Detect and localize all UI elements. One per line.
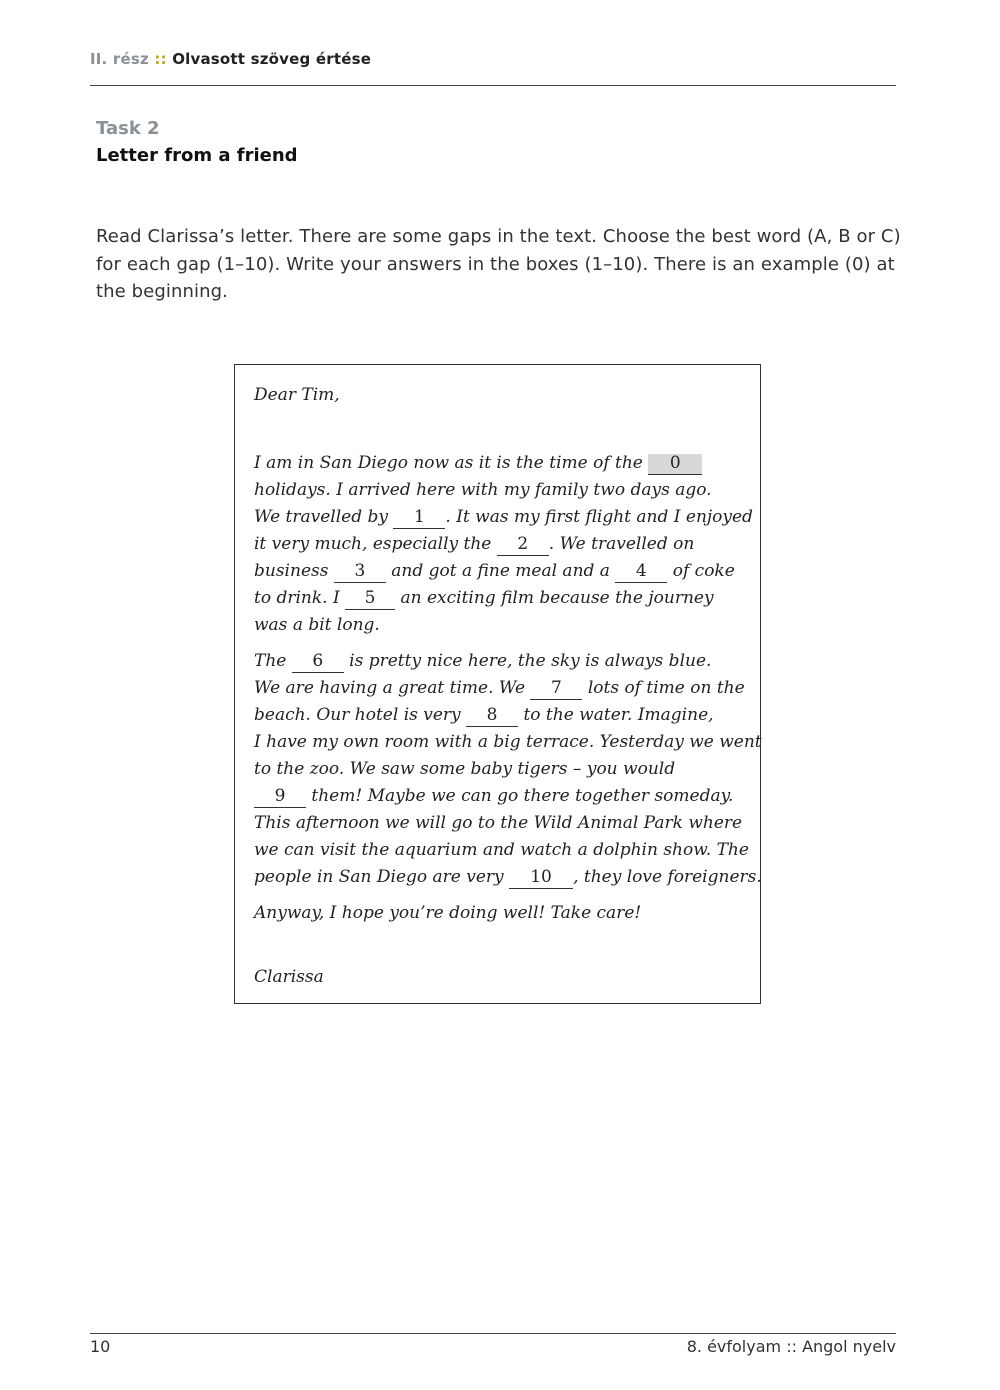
gap-10: 10 <box>509 868 573 889</box>
letter-line: I have my own room with a big terrace. Yesterday we went <box>254 732 762 752</box>
letter-line: it very much, especially the 2 . We travelled on <box>254 534 695 554</box>
section-part: II. rész <box>90 50 149 68</box>
instructions: Read Clarissa’s letter. There are some gaps in the text. Choose the best word (A, B or C) for each gap (1–10). Write your answers in the boxes (1–10). There is an example (0) at the beginning. <box>96 226 901 302</box>
section-title: Olvasott szöveg értése <box>172 50 372 68</box>
gap-example: 0 <box>648 454 702 475</box>
letter-line: holidays. I arrived here with my family two days ago. <box>254 480 712 500</box>
page-number: 10 <box>90 1337 111 1356</box>
letter-box <box>234 364 761 1004</box>
letter-line: This afternoon we will go to the Wild Animal Park where <box>254 813 743 833</box>
section-header <box>90 50 371 68</box>
gap-5: 5 <box>345 589 395 610</box>
footer-divider <box>90 1333 896 1334</box>
letter-line: to the zoo. We saw some baby tigers – you would <box>254 759 676 779</box>
task-number: Task 2 <box>96 118 160 139</box>
gap-6: 6 <box>292 652 344 673</box>
gap-2: 2 <box>497 535 549 556</box>
letter-line: to drink. I 5 an exciting film because the journey <box>254 588 714 608</box>
gap-7: 7 <box>530 679 582 700</box>
task-title: Letter from a friend <box>96 145 298 166</box>
letter-line: We travelled by 1 . It was my first flight and I enjoyed <box>254 507 753 527</box>
letter-closing: Anyway, I hope you’re doing well! Take care! <box>254 903 642 923</box>
letter-line: 9 them! Maybe we can go there together someday. <box>254 786 733 808</box>
letter-line: was a bit long. <box>254 615 380 635</box>
gap-1: 1 <box>393 508 445 529</box>
gap-8: 8 <box>466 706 518 727</box>
section-separator: :: <box>154 50 167 68</box>
letter-line: I am in San Diego now as it is the time of the 0 <box>254 453 702 475</box>
gap-9: 9 <box>254 787 306 808</box>
letter-line: people in San Diego are very 10 , they love foreigners. <box>254 867 762 887</box>
letter-line: We are having a great time. We 7 lots of time on the <box>254 678 745 698</box>
letter-line: we can visit the aquarium and watch a dolphin show. The <box>254 840 749 860</box>
header-divider <box>90 85 896 86</box>
letter-line: The 6 is pretty nice here, the sky is always blue. <box>254 651 712 671</box>
gap-3: 3 <box>334 562 386 583</box>
letter-line: beach. Our hotel is very 8 to the water. Imagine, <box>254 705 714 725</box>
letter-signature: Clarissa <box>254 967 324 987</box>
footer-label: 8. évfolyam :: Angol nyelv <box>686 1337 896 1356</box>
letter-line: business 3 and got a fine meal and a 4 of coke <box>254 561 735 581</box>
gap-4: 4 <box>615 562 667 583</box>
letter-greeting: Dear Tim, <box>254 385 340 405</box>
